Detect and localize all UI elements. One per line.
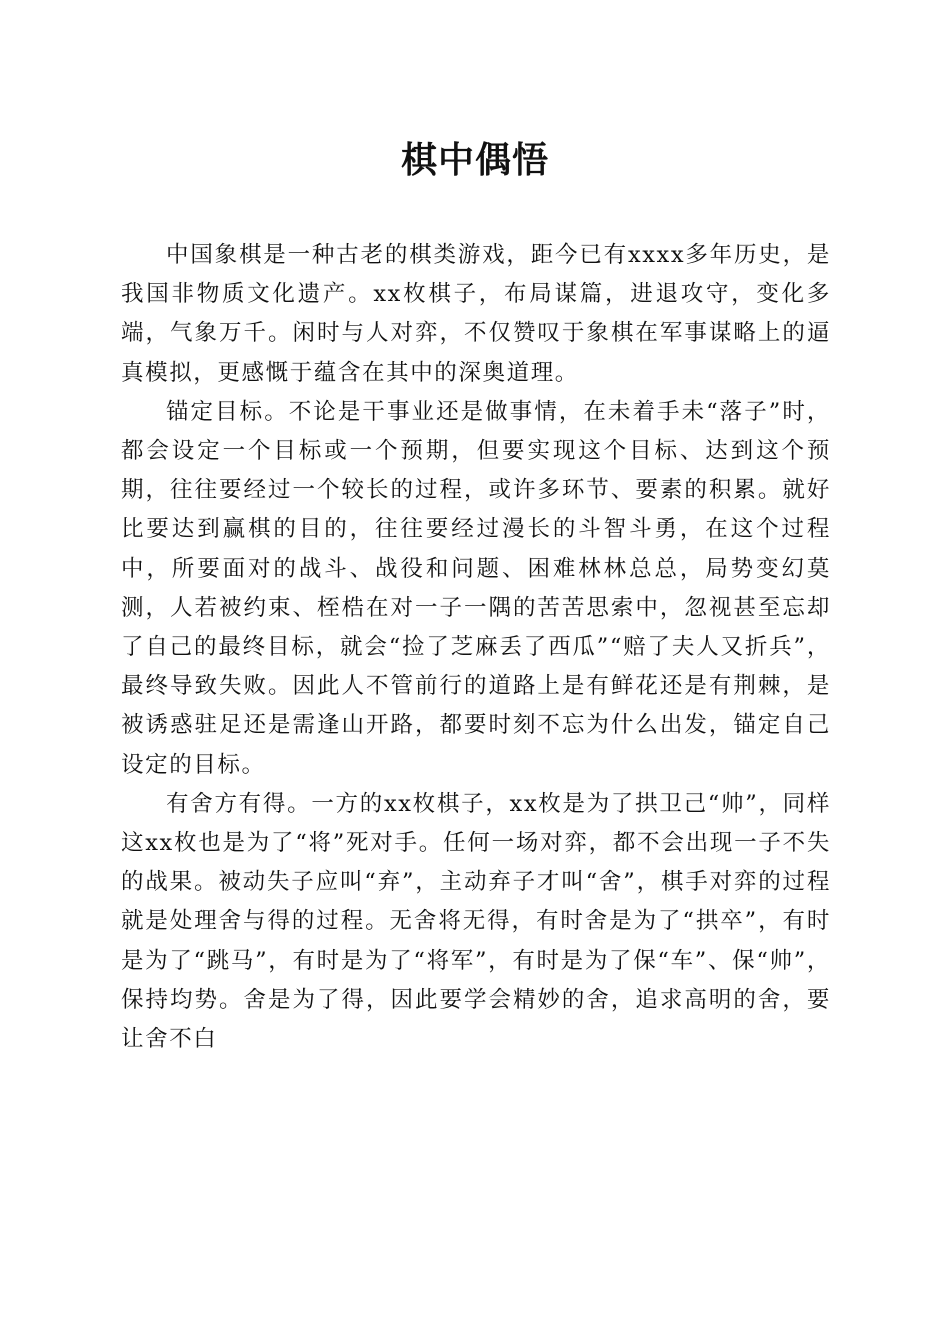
document-body [121, 236, 831, 1059]
document-title: 棋中偶悟 [400, 139, 549, 181]
paragraph-give-and-take: 有舍方有得。一方的xx枚棋子，xx枚是为了拱卫己“帅”，同样这xx枚也是为了“将”死对手。任何一场对弈，都不会出现一子不失的战果。被动失子应叫“弃”，主动弃子才叫“舍”，棋手对弈的过程就是处理舍与得的过程。无舍将无得，有时舍是为了“拱卒”，有时是为了“跳马”，有时是为了“将军”，有时是为了保“车”、保“帅”，保持均势。舍是为了得，因此要学会精妙的舍，追求高明的舍，要让舍不白 [121, 790, 831, 1053]
paragraph-set-goal: 锚定目标。不论是干事业还是做事情，在未着手未“落子”时，都会设定一个目标或一个预期，但要实现这个目标、达到这个预期，往往要经过一个较长的过程，或许多环节、要素的积累。就好比要达到赢棋的目的，往往要经过漫长的斗智斗勇，在这个过程中，所要面对的战斗、战役和问题、困难林林总总，局势变幻莫测，人若被约束、桎梏在对一子一隅的苦苦思索中，忽视甚至忘却了自己的最终目标，就会“捡了芝麻丢了西瓜”“赔了夫人又折兵”，最终导致失败。因此人不管前行的道路上是有鲜花还是有荆棘，是被诱惑驻足还是需逢山开路，都要时刻不忘为什么出发，锚定自己设定的目标。 [121, 398, 831, 778]
paragraph-intro: 中国象棋是一种古老的棋类游戏，距今已有xxxx多年历史，是我国非物质文化遗产。xx枚棋子，布局谋篇，进退攻守，变化多端，气象万千。闲时与人对弈，不仅赞叹于象棋在军事谋略上的逼真模拟，更感慨于蕴含在其中的深奥道理。 [121, 242, 831, 386]
